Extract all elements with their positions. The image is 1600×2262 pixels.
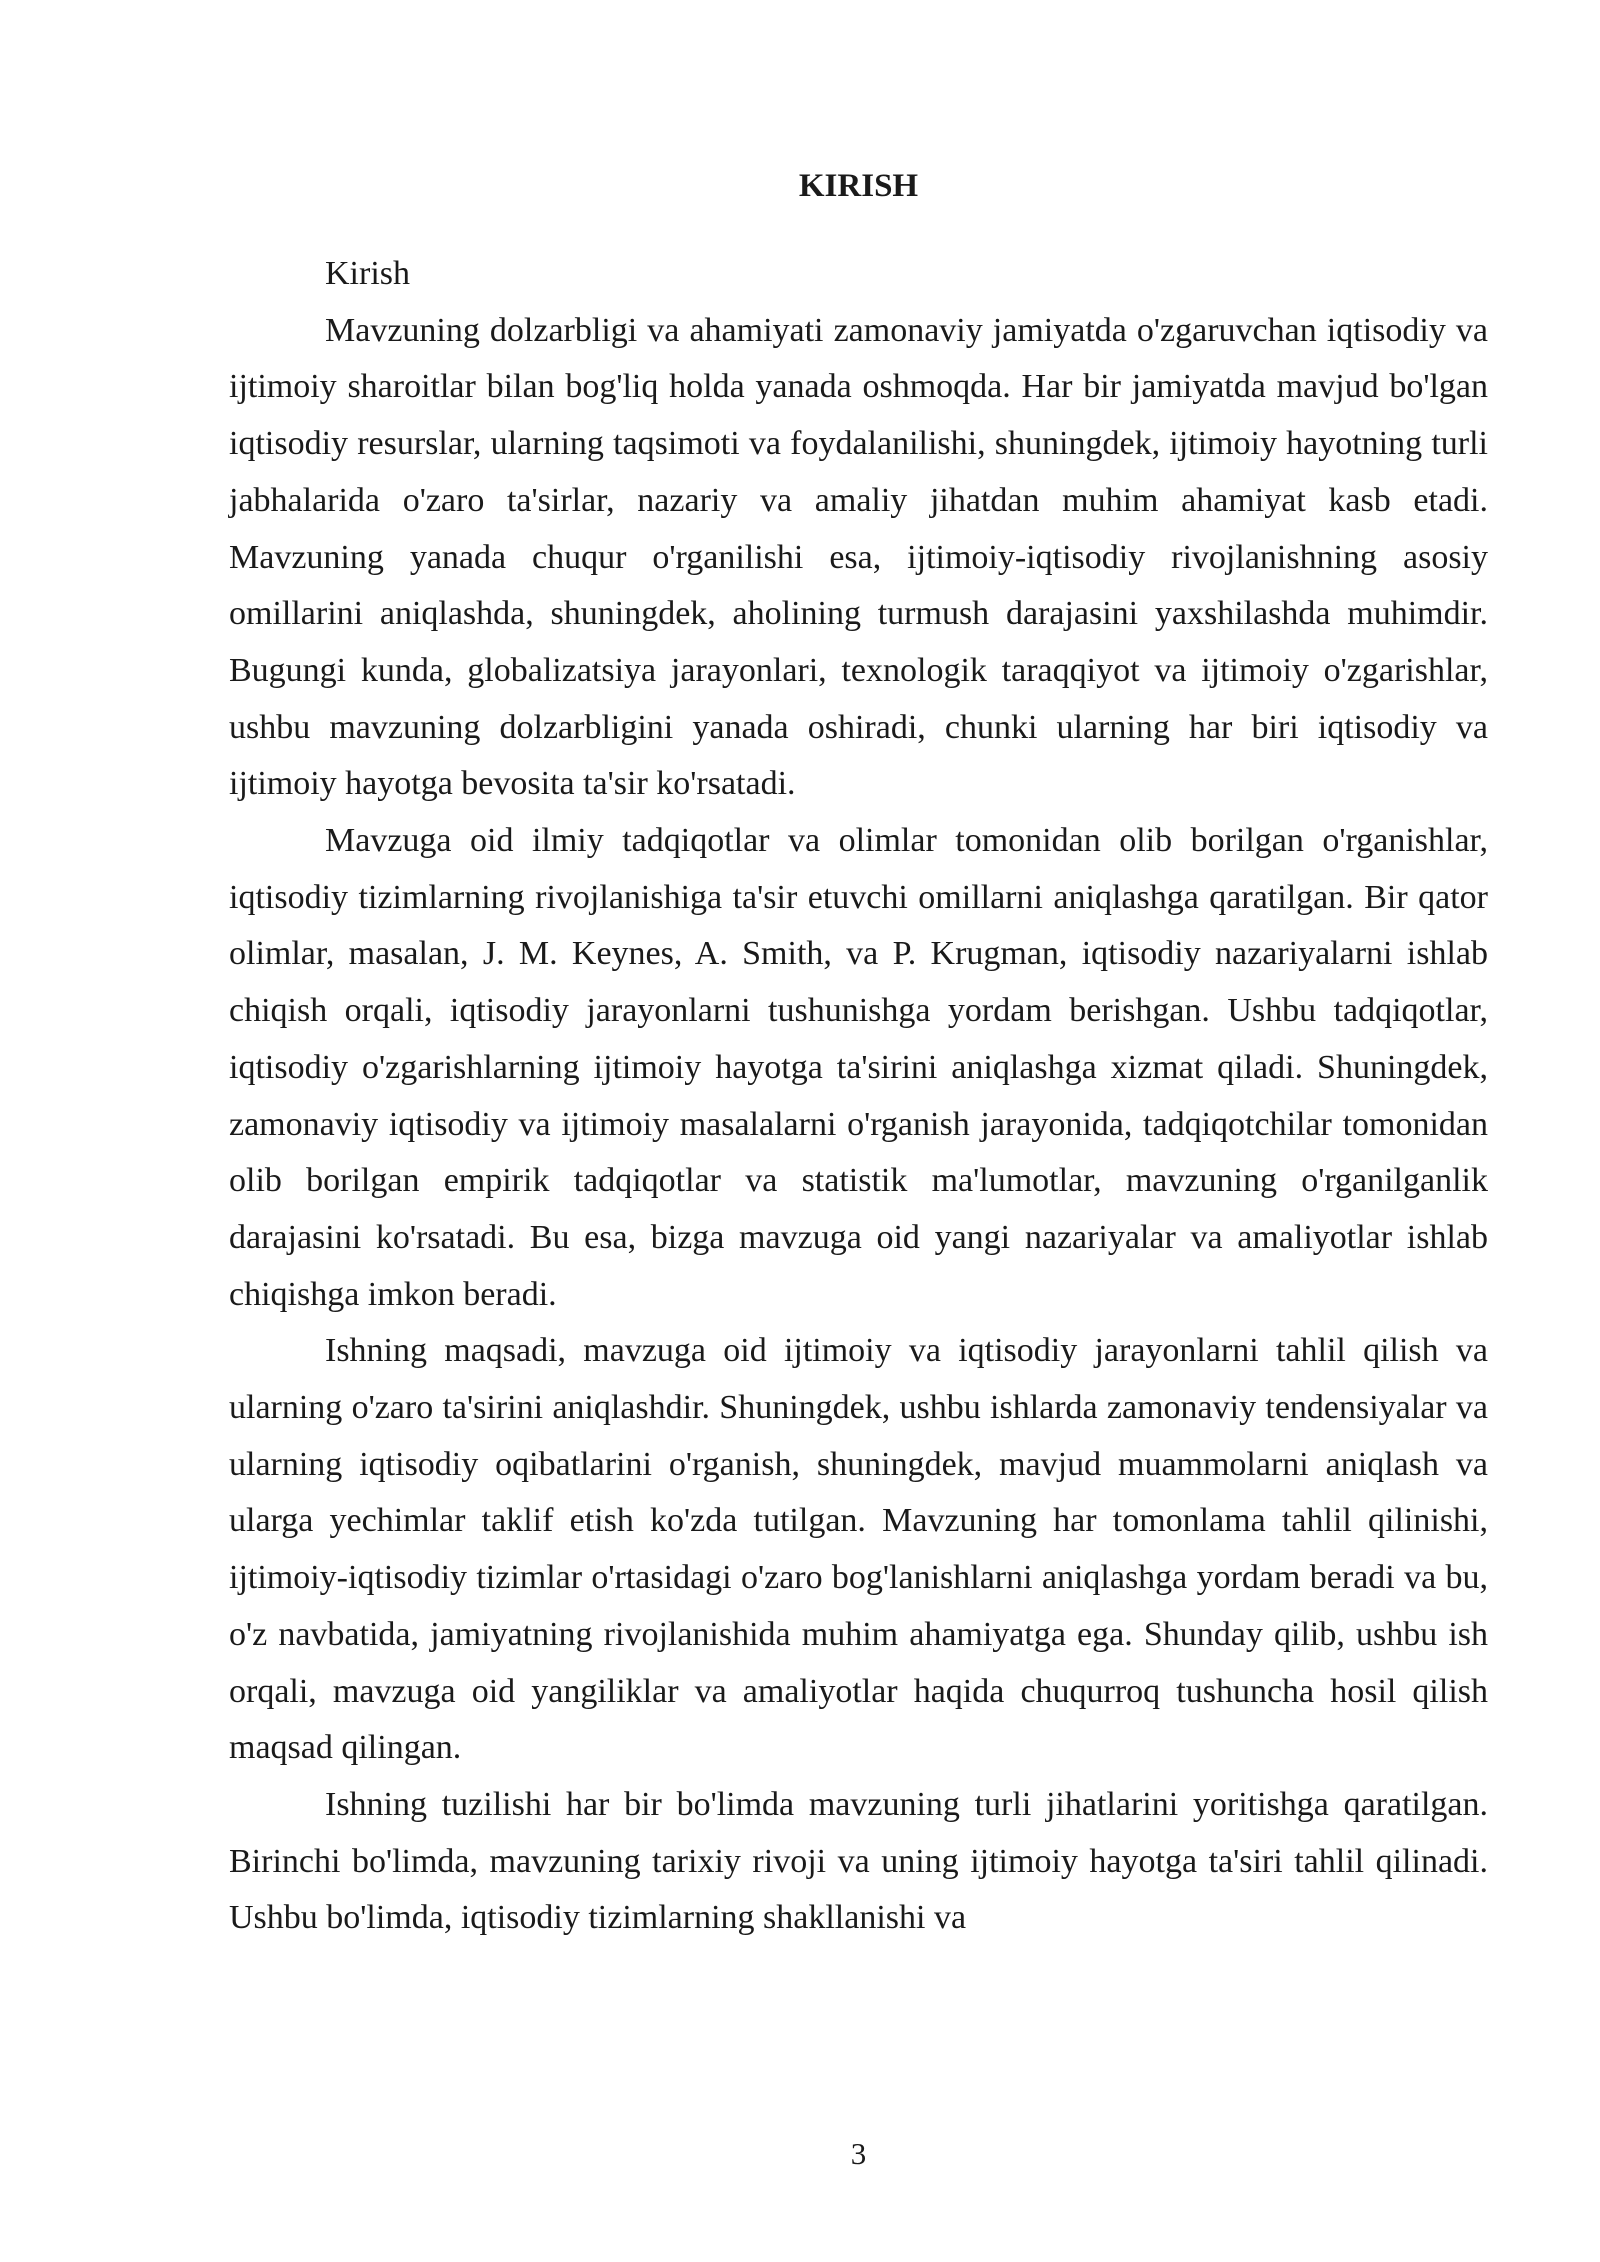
section-subtitle: Kirish: [325, 255, 410, 292]
page-heading: KIRISH: [798, 168, 919, 204]
paragraph-research: Mavzuga oid ilmiy tadqiqotlar va olimlar tomonidan olib borilgan o'rganishlar, iqtisodiy tizimlarning rivojlanishiga ta'sir etuvchi omillarni aniqlashga qaratilgan. Bir qator olimlar, masalan, J. M. Keynes, A. Smith, va P. Krugman, iqtisodiy nazariyalarni ishlab chiqish orqali, iqtisodiy jarayonlarni tushunishga yordam berishgan. Ushbu tadqiqotlar, iqtisodiy o'zgarishlarning ijtimoiy hayotga ta'sirini aniqlashga xizmat qiladi. Shuningdek, zamonaviy iqtisodiy va ijtimoiy masalalarni o'rganish jarayonida, tadqiqotchilar tomonidan olib borilgan empirik tadqiqotlar va statistik ma'lumotlar, mavzuning o'rganilganlik darajasini ko'rsatadi. Bu esa, bizga mavzuga oid yangi nazariyalar va amaliyotlar ishlab chiqishga imkon beradi.: [229, 822, 1488, 1313]
paragraph-goal: Ishning maqsadi, mavzuga oid ijtimoiy va iqtisodiy jarayonlarni tahlil qilish va ularning o'zaro ta'sirini aniqlashdir. Shuningdek, ushbu ishlarda zamonaviy tendensiyalar va ularning iqtisodiy oqibatlarini o'rganish, shuningdek, mavjud muammolarni aniqlash va ularga yechimlar taklif etish ko'zda tutilgan. Mavzuning har tomonlama tahlil qilinishi, ijtimoiy-iqtisodiy tizimlar o'rtasidagi o'zaro bog'lanishlarni aniqlashga yordam beradi va bu, o'z navbatida, jamiyatning rivojlanishida muhim ahamiyatga ega. Shunday qilib, ushbu ish orqali, mavzuga oid yangiliklar va amaliyotlar haqida chuqurroq tushuncha hosil qilish maqsad qilingan.: [229, 1332, 1488, 1767]
paragraph-structure: Ishning tuzilishi har bir bo'limda mavzuning turli jihatlarini yoritishga qaratilgan. Birinchi bo'limda, mavzuning tarixiy rivoji va uning ijtimoiy hayotga ta'siri tahlil qilinadi. Ushbu bo'limda, iqtisodiy tizimlarning shakllanishi va: [229, 1785, 1488, 1937]
page-number: 3: [850, 2136, 867, 2171]
paragraph-relevance: Mavzuning dolzarbligi va ahamiyati zamonaviy jamiyatda o'zgaruvchan iqtisodiy va ijtimoiy sharoitlar bilan bog'liq holda yanada oshmoqda. Har bir jamiyatda mavjud bo'lgan iqtisodiy resurslar, ularning taqsimoti va foydalanilishi, shuningdek, ijtimoiy hayotning turli jabhalarida o'zaro ta'sirlar, nazariy va amaliy jihatdan muhim ahamiyat kasb etadi. Mavzuning yanada chuqur o'rganilishi esa, ijtimoiy-iqtisodiy rivojlanishning asosiy omillarini aniqlashda, shuningdek, aholining turmush darajasini yaxshilashda muhimdir. Bugungi kunda, globalizatsiya jarayonlari, texnologik taraqqiyot va ijtimoiy o'zgarishlar, ushbu mavzuning dolzarbligini yanada oshiradi, chunki ularning har biri iqtisodiy va ijtimoiy hayotga bevosita ta'sir ko'rsatadi.: [229, 311, 1488, 803]
body-text: [229, 246, 1488, 1947]
